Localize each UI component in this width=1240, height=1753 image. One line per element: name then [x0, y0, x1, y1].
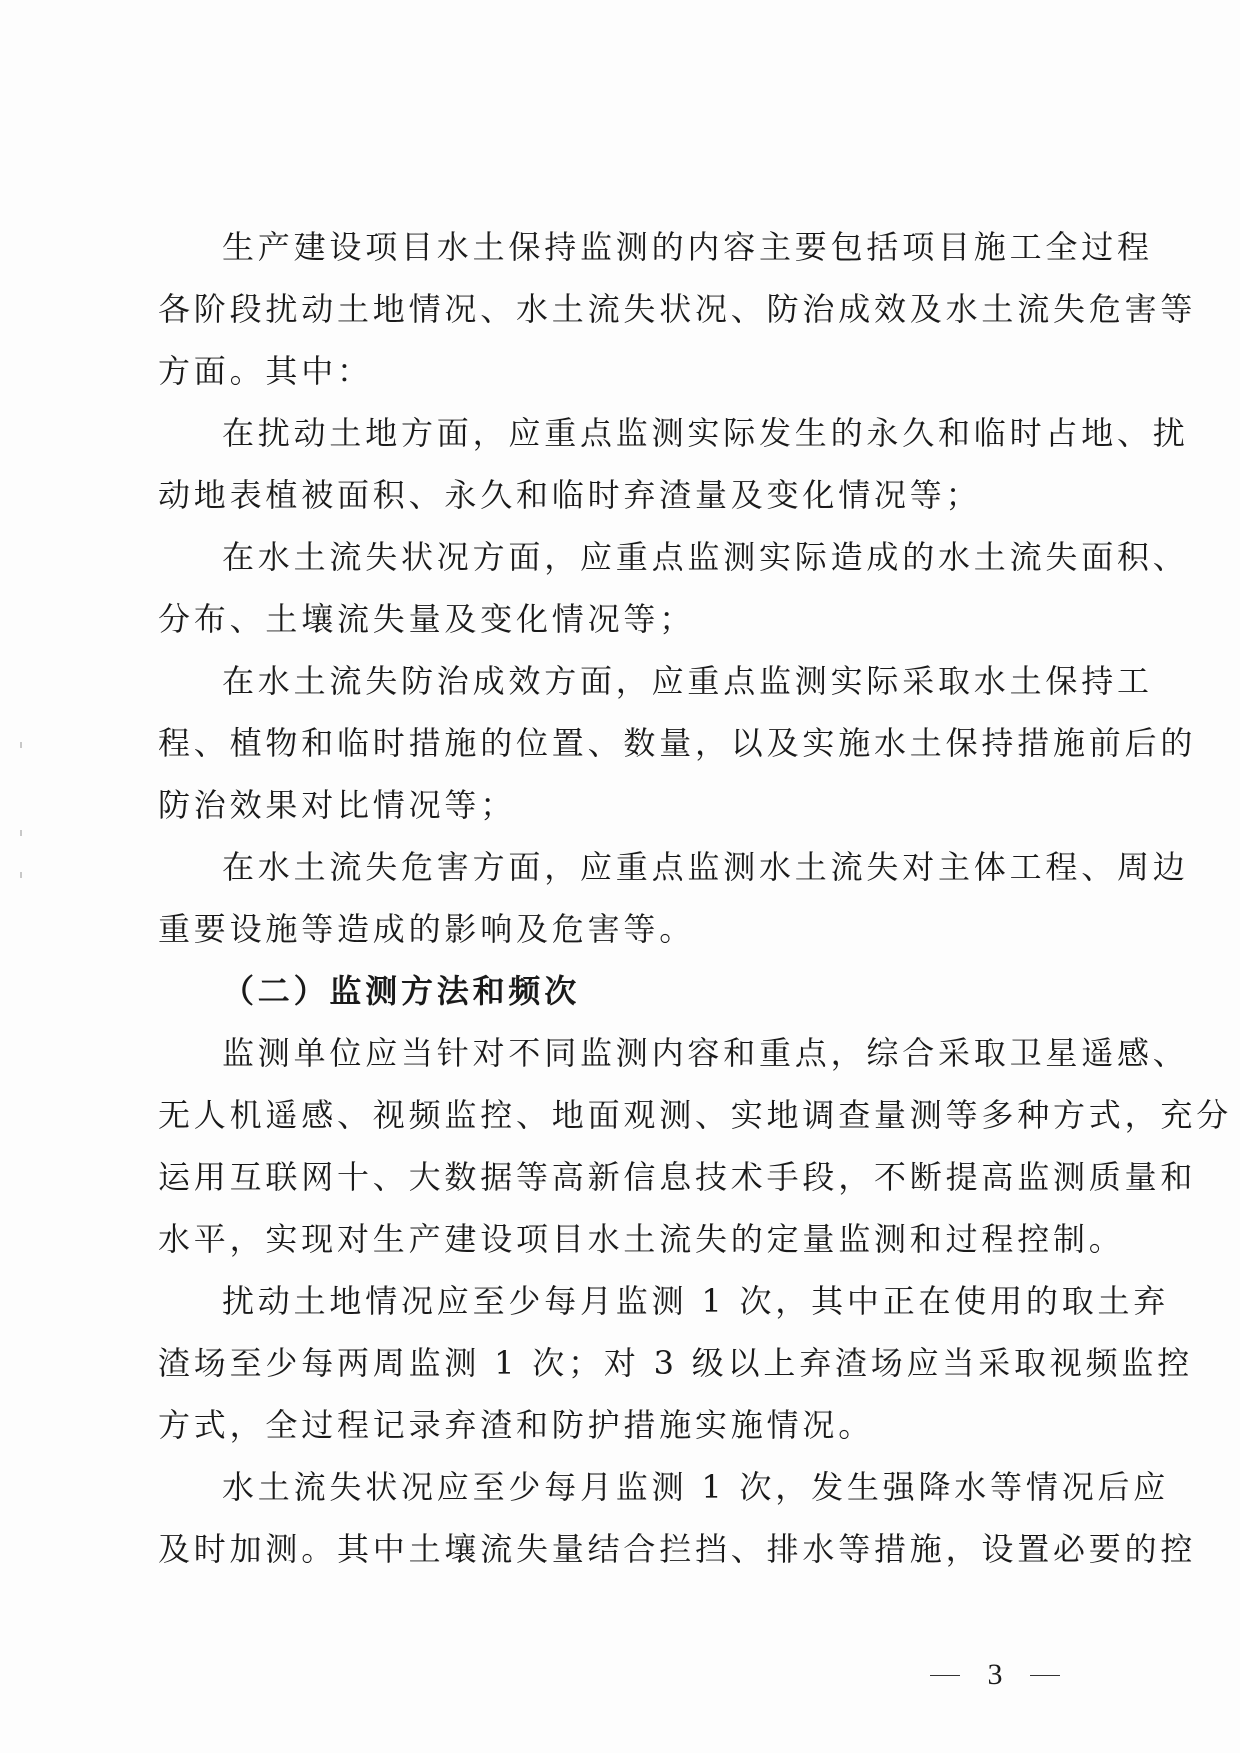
paragraph-line: 监测单位应当针对不同监测内容和重点，综合采取卫星遥感、	[222, 1034, 1189, 1072]
paragraph-line: 动地表植被面积、永久和临时弃渣量及变化情况等；	[158, 476, 982, 514]
paragraph-line: 防治效果对比情况等；	[158, 786, 517, 824]
paragraph-line: 各阶段扰动土地情况、水土流失状况、防治成效及水土流失危害等	[158, 290, 1197, 328]
paragraph-line: 分布、土壤流失量及变化情况等；	[158, 600, 696, 638]
paragraph-line: 扰动土地情况应至少每月监测 1 次，其中正在使用的取土弃	[222, 1282, 1170, 1320]
paragraph-line: 无人机遥感、视频监控、地面观测、实地调查量测等多种方式，充分	[158, 1096, 1233, 1134]
page-number	[930, 1655, 1060, 1695]
paragraph-line: 水平，实现对生产建设项目水土流失的定量监测和过程控制。	[158, 1220, 1125, 1258]
dash-right	[1030, 1675, 1060, 1676]
paragraph-line: 程、植物和临时措施的位置、数量，以及实施水土保持措施前后的	[158, 724, 1197, 762]
paragraph-line: 运用互联网十、大数据等高新信息技术手段，不断提高监测质量和	[158, 1158, 1197, 1196]
paragraph-line: 及时加测。其中土壤流失量结合拦挡、排水等措施，设置必要的控	[158, 1530, 1197, 1568]
paragraph-line: 在水土流失状况方面，应重点监测实际造成的水土流失面积、	[222, 538, 1189, 576]
dash-left	[930, 1675, 960, 1676]
scan-mark	[20, 742, 22, 748]
scan-mark	[20, 872, 22, 878]
paragraph-line: 在水土流失防治成效方面，应重点监测实际采取水土保持工	[222, 662, 1153, 700]
paragraph-line: 重要设施等造成的影响及危害等。	[158, 910, 696, 948]
paragraph-line: 生产建设项目水土保持监测的内容主要包括项目施工全过程	[222, 228, 1153, 266]
paragraph-line: 在扰动土地方面，应重点监测实际发生的永久和临时占地、扰	[222, 414, 1189, 452]
paragraph-line: 在水土流失危害方面，应重点监测水土流失对主体工程、周边	[222, 848, 1189, 886]
body-text	[158, 216, 1233, 1580]
scan-mark	[20, 830, 22, 836]
paragraph-line: 渣场至少每两周监测 1 次；对 3 级以上弃渣场应当采取视频监控	[158, 1344, 1194, 1382]
page-number-value: 3	[987, 1658, 1003, 1691]
paragraph-line: 方式，全过程记录弃渣和防护措施实施情况。	[158, 1406, 875, 1444]
paragraph-line: 水土流失状况应至少每月监测 1 次，发生强降水等情况后应	[222, 1468, 1170, 1506]
section-heading: （二）监测方法和频次	[222, 972, 581, 1010]
paragraph-line: 方面。其中：	[158, 352, 373, 390]
